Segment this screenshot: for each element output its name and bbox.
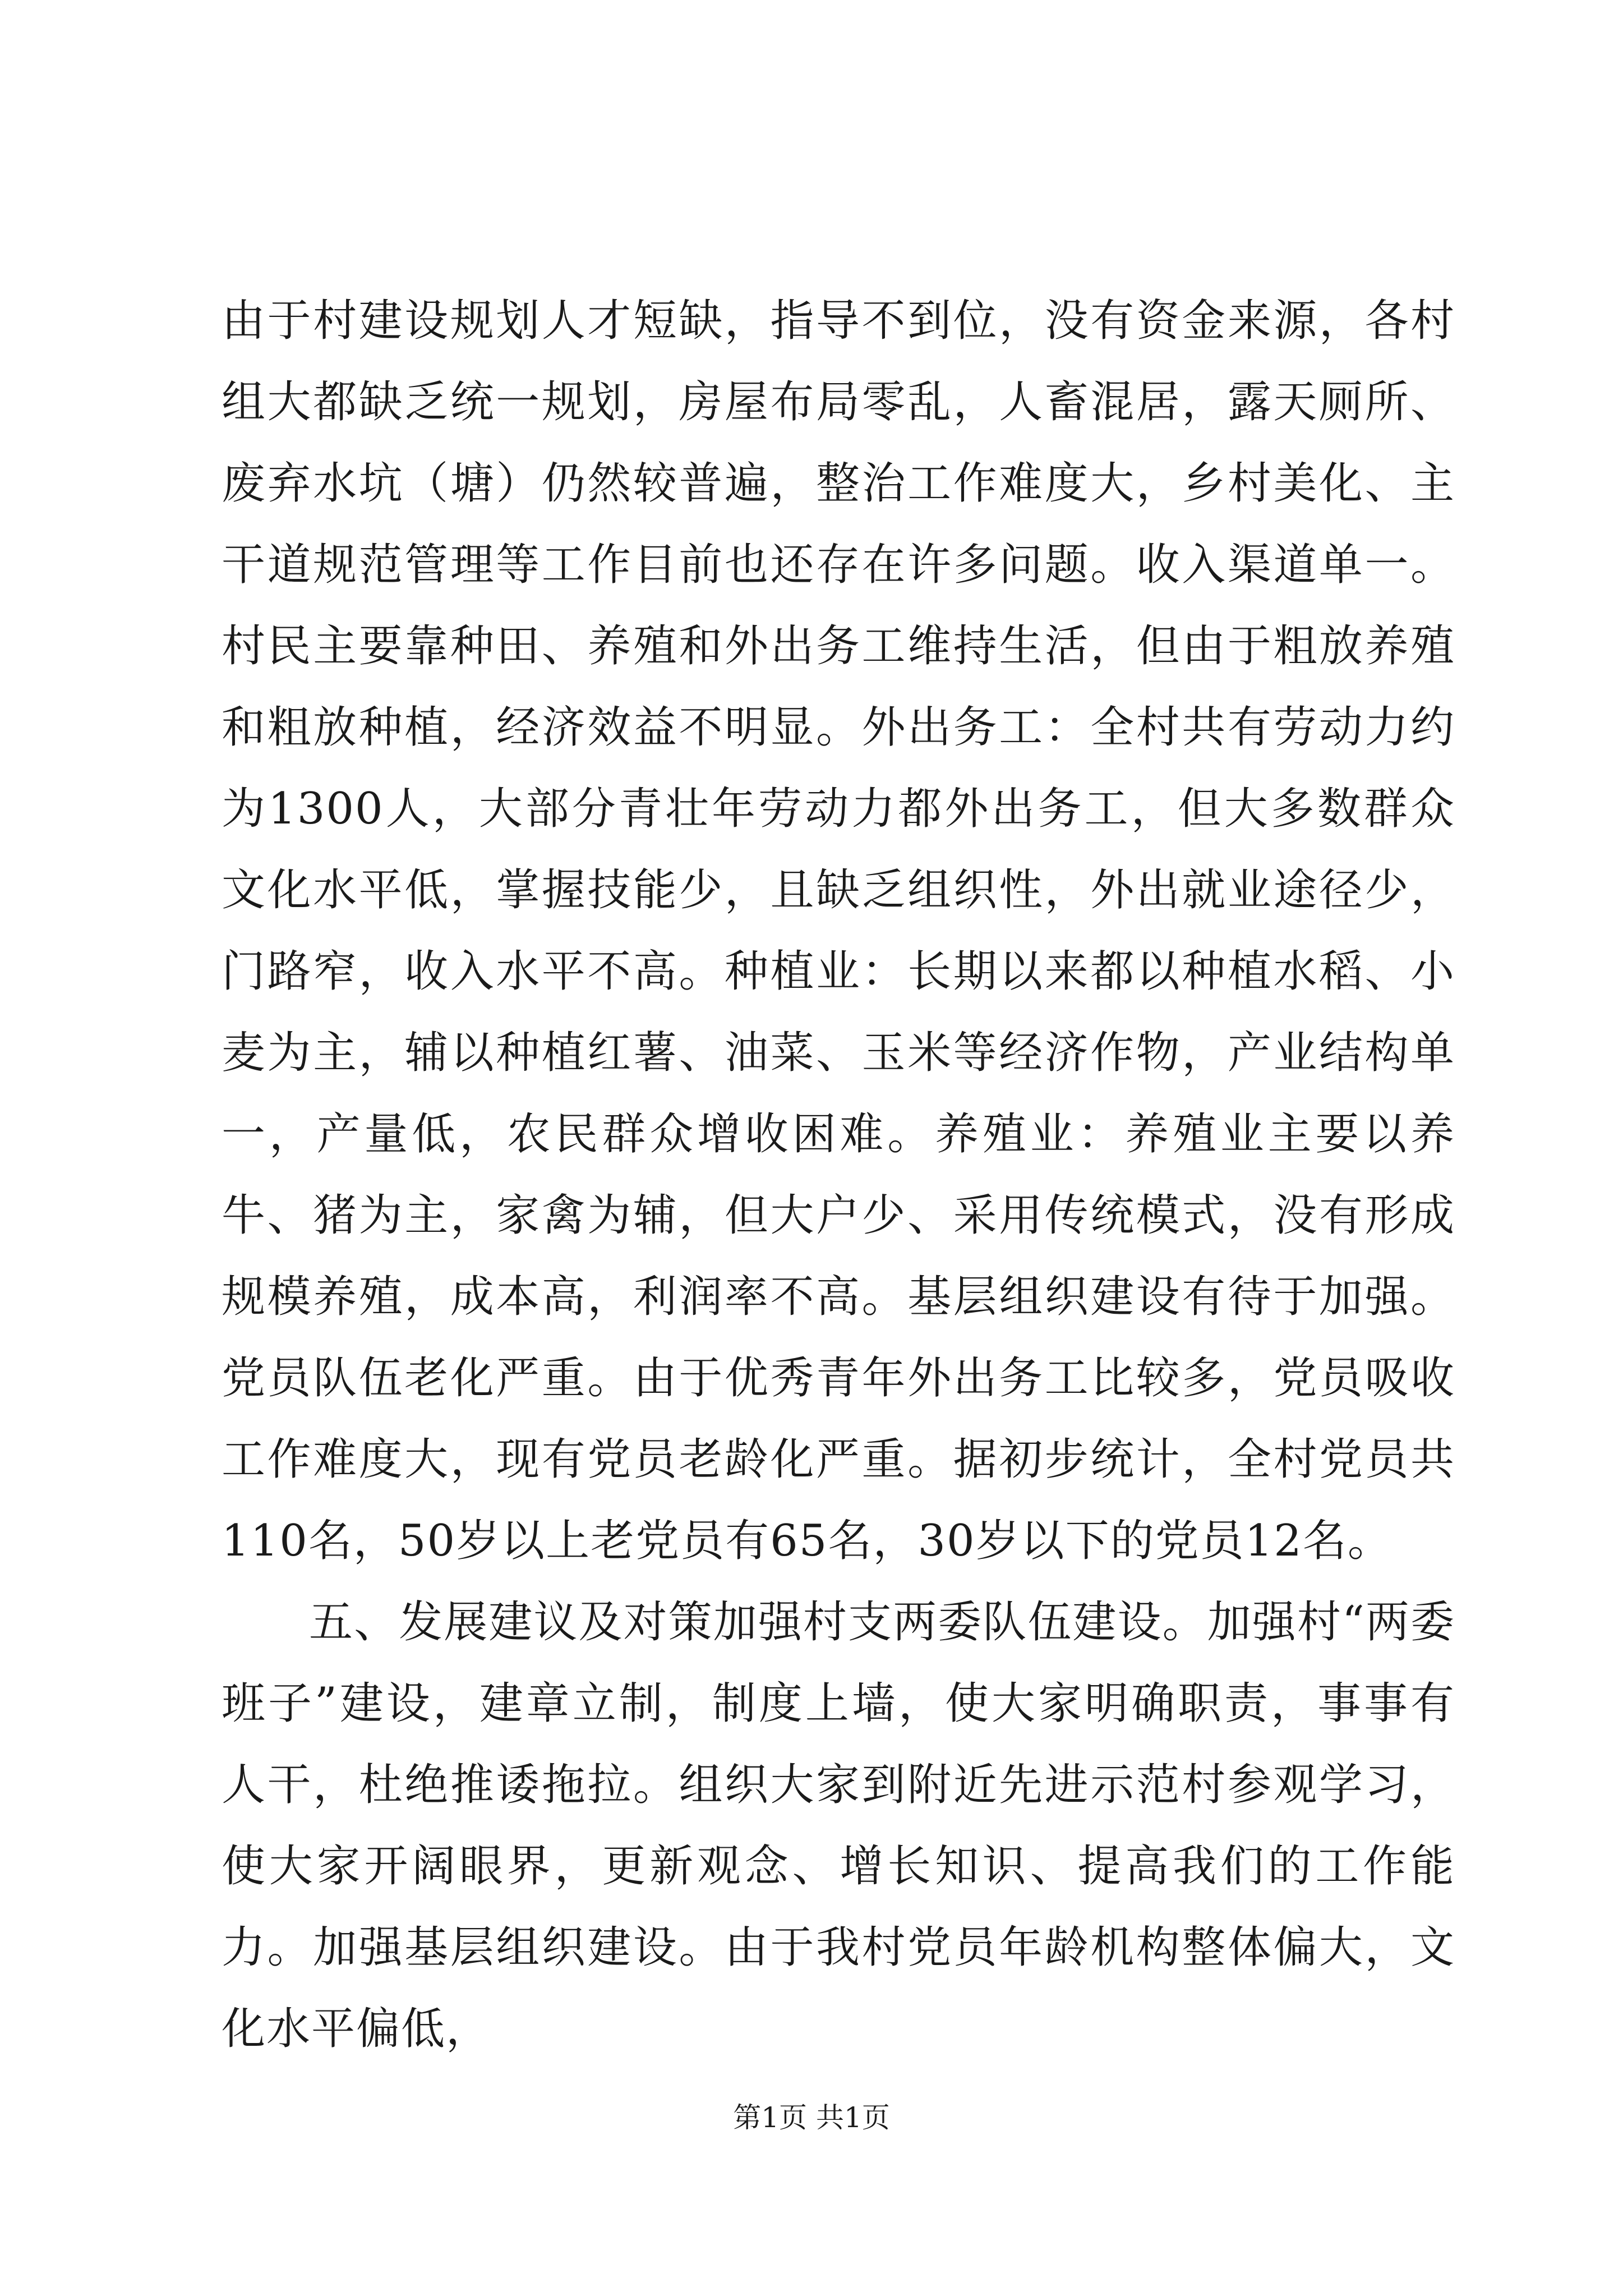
page-footer: 第1页 共1页 — [733, 2101, 890, 2134]
document-body — [222, 280, 1455, 2070]
paragraph-village-issues: 由于村建设规划人才短缺，指导不到位，没有资金来源，各村组大都缺乏统一规划，房屋布局零乱，人畜混居，露天厕所、废弃水坑（塘）仍然较普遍，整治工作难度大，乡村美化、主干道规范管理等工作目前也还存在许多问题。收入渠道单一。村民主要靠种田、养殖和外出务工维持生活，但由于粗放养殖和粗放种植，经济效益不明显。外出务工：全村共有劳动力约为1300人，大部分青壮年劳动力都外出务工，但大多数群众文化水平低，掌握技能少，且缺乏组织性，外出就业途径少，门路窄，收入水平不高。种植业：长期以来都以种植水稻、小麦为主，辅以种植红薯、油菜、玉米等经济作物，产业结构单一，产量低，农民群众增收困难。养殖业：养殖业主要以养牛、猪为主，家禽为辅，但大户少、采用传统模式，没有形成规模养殖，成本高，利润率不高。基层组织建设有待于加强。党员队伍老化严重。由于优秀青年外出务工比较多，党员吸收工作难度大，现有党员老龄化严重。据初步统计，全村党员共110名，50岁以上老党员有65名，30岁以下的党员12名。 — [222, 296, 1455, 1566]
paragraph-development-suggestions: 五、发展建议及对策加强村支两委队伍建设。加强村“两委班子”建设，建章立制，制度上墙，使大家明确职责，事事有人干，杜绝推诿拖拉。组织大家到附近先进示范村参观学习，使大家开阔眼界，更新观念、增长知识、提高我们的工作能力。加强基层组织建设。由于我村党员年龄机构整体偏大，文化水平偏低， — [222, 1597, 1455, 2054]
